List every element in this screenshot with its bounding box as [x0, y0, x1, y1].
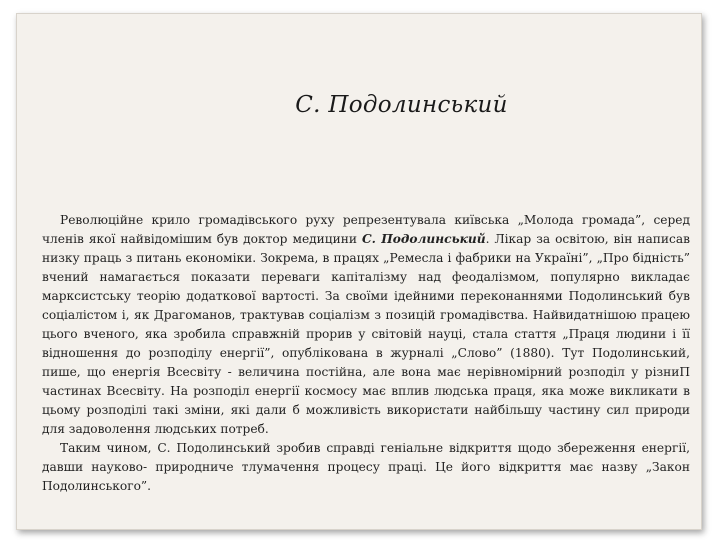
slide-body: [42, 211, 690, 496]
paragraph-1-name: С. Подолинський: [361, 232, 486, 246]
slide-title-text: С. Подолинський: [295, 92, 508, 118]
paragraph-1: [42, 211, 690, 439]
paragraph-1-after: . Лікар за освітою, він написав низку праць з питань економіки. Зокрема, в працях „Ремесла і фабрики на Україні”, „Про бідність” вчений намагається показати переваги капіталізму над феодалізмом, популярно викладає марксистську теорію додаткової вартості. За своїми ідейними переконаннями Подолинський був соціалістом і, як Драгоманов, трактував соціалізм з позицій громадівства. Найвидатнішою працею цього вченого, яка зробила справжній прорив у світовій науці, стала стаття „Праця людини і її відношення до розподілу енергії”, опублікована в журналі „Слово” (1880). Тут Подолинський, пише, що енергія Всесвіту - величина постійна, але вона має нерівномірний розподіл у різниП частинах Всесвіту. На розподіл енергії космосу має вплив людська праця, яка може викликати в цьому розподілі такі зміни, які дали б можливість використати найбільшу частину сил природи для задоволення людських потреб.: [42, 232, 690, 436]
paragraph-2: Таким чином, С. Подолинський зробив справді геніальне відкриття щодо збереження енергії, давши науково- природниче тлумачення процесу праці. Це його відкриття має назву „Закон Подолинського”.: [42, 441, 690, 493]
paragraph-1-before: Революційне крило громадівського руху репрезентувала київська „Молода громада”, серед членів якої найвідомішим був доктор медицини: [42, 213, 690, 246]
slide-title: [17, 92, 701, 118]
